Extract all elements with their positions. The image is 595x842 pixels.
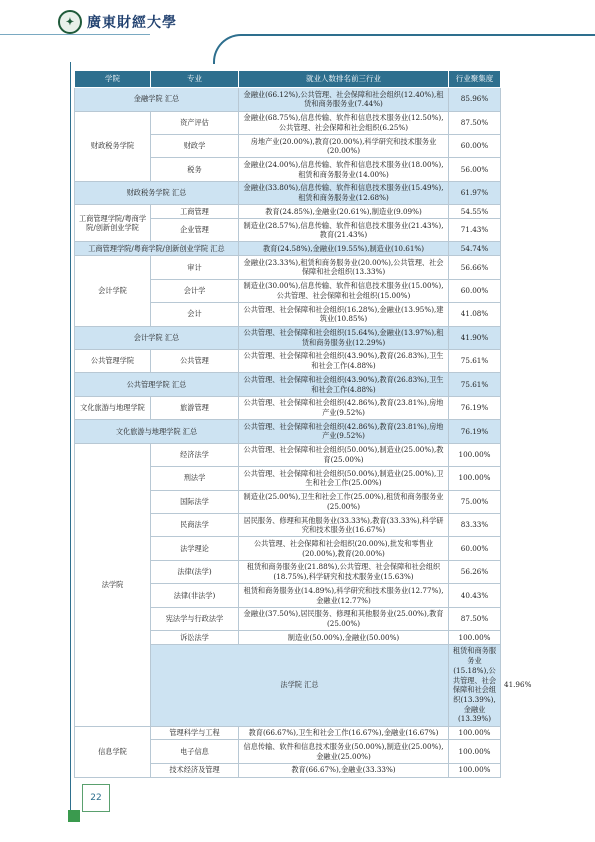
table-total-row	[75, 373, 501, 396]
table-row	[75, 205, 501, 219]
industries-cell: 租赁和商务服务业(15.18%),公共管理、社会保障和社会组织(13.39%),金融业(13.39%)	[449, 644, 501, 726]
major-cell: 法律(法学)	[151, 560, 239, 583]
concentration-cell: 100.00%	[449, 467, 501, 490]
industries-cell: 教育(66.67%),金融业(33.33%)	[239, 763, 449, 777]
concentration-cell: 75.61%	[449, 373, 501, 396]
major-cell: 旅游管理	[151, 396, 239, 419]
college-cell: 信息学院	[75, 726, 151, 777]
industries-cell: 公共管理、社会保障和社会组织(43.90%),教育(26.83%),卫生和社会工作(4.88%)	[239, 349, 449, 372]
major-cell: 资产评估	[151, 111, 239, 134]
table-total-row	[75, 242, 501, 256]
industries-cell: 教育(24.58%),金融业(19.55%),制造业(10.61%)	[239, 242, 449, 256]
industries-cell: 公共管理、社会保障和社会组织(50.00%),制造业(25.00%),卫生和社会工作(25.00%)	[239, 467, 449, 490]
major-cell: 诉讼法学	[151, 631, 239, 645]
concentration-cell: 60.00%	[449, 135, 501, 158]
college-total-cell: 文化旅游与地理学院 汇总	[75, 420, 239, 443]
industries-cell: 金融业(23.33%),租赁和商务服务业(20.00%),公共管理、社会保障和社会组织(13.33%)	[239, 256, 449, 279]
major-cell: 法学理论	[151, 537, 239, 560]
table-row	[75, 349, 501, 372]
concentration-cell: 75.00%	[449, 490, 501, 513]
college-cell: 公共管理学院	[75, 349, 151, 372]
page-number: 22	[82, 784, 110, 812]
industries-cell: 金融业(24.00%),信息传输、软件和信息技术服务业(18.00%),租赁和商务服务业(14.00%)	[239, 158, 449, 181]
major-cell: 审计	[151, 256, 239, 279]
industries-cell: 公共管理、社会保障和社会组织(20.00%),批发和零售业(20.00%),教育(20.00%)	[239, 537, 449, 560]
industries-cell: 公共管理、社会保障和社会组织(15.64%),金融业(13.97%),租赁和商务服务业(12.29%)	[239, 326, 449, 349]
concentration-cell: 87.50%	[449, 111, 501, 134]
concentration-cell: 61.97%	[449, 181, 501, 204]
concentration-cell: 54.55%	[449, 205, 501, 219]
university-seal-icon: ✦	[58, 10, 82, 34]
concentration-cell: 100.00%	[449, 726, 501, 740]
industries-cell: 教育(24.85%),金融业(20.61%),制造业(9.09%)	[239, 205, 449, 219]
concentration-cell: 60.00%	[449, 537, 501, 560]
college-cell: 会计学院	[75, 256, 151, 326]
industries-cell: 制造业(50.00%),金融业(50.00%)	[239, 631, 449, 645]
major-cell: 刑法学	[151, 467, 239, 490]
col-header-major: 专业	[151, 71, 239, 88]
corner-decoration	[68, 810, 80, 822]
concentration-cell: 41.90%	[449, 326, 501, 349]
university-logo	[58, 10, 177, 34]
industries-cell: 金融业(33.80%),信息传输、软件和信息技术服务业(15.49%),租赁和商务服务业(12.68%)	[239, 181, 449, 204]
university-name: 廣東財經大學	[87, 15, 177, 31]
college-cell: 法学院	[75, 443, 151, 726]
industries-cell: 信息传输、软件和信息技术服务业(50.00%),制造业(25.00%),金融业(25.00%)	[239, 740, 449, 763]
employment-industry-table	[74, 70, 532, 778]
concentration-cell: 100.00%	[449, 740, 501, 763]
major-cell: 电子信息	[151, 740, 239, 763]
left-margin-rule	[70, 62, 71, 812]
concentration-cell: 75.61%	[449, 349, 501, 372]
concentration-cell: 71.43%	[449, 219, 501, 242]
header-curve-line	[213, 34, 595, 64]
industries-cell: 公共管理、社会保障和社会组织(16.28%),金融业(13.95%),建筑业(10.85%)	[239, 303, 449, 326]
col-header-industries: 就业人数排名前三行业	[239, 71, 449, 88]
college-total-cell: 工商管理学院/粤商学院/创新创业学院 汇总	[75, 242, 239, 256]
table-total-row: 法学院 汇总 租赁和商务服务业(15.18%),公共管理、社会保障和社会组织(13.39%),金融业(13.39%) 41.96%	[75, 644, 501, 726]
table-row	[75, 396, 501, 419]
table-row	[75, 256, 501, 279]
industries-cell: 房地产业(20.00%),教育(20.00%),科学研究和技术服务业(20.00%)	[239, 135, 449, 158]
industries-cell: 租赁和商务服务业(14.89%),科学研究和技术服务业(12.77%),金融业(12.77%)	[239, 584, 449, 607]
college-total-cell: 财政税务学院 汇总	[75, 181, 239, 204]
concentration-cell: 40.43%	[449, 584, 501, 607]
major-cell: 企业管理	[151, 219, 239, 242]
major-cell: 工商管理	[151, 205, 239, 219]
concentration-cell: 76.19%	[449, 420, 501, 443]
table-total-row	[75, 181, 501, 204]
concentration-cell: 56.00%	[449, 158, 501, 181]
college-total-cell: 金融学院 汇总	[75, 88, 239, 111]
table-header-row	[75, 71, 501, 88]
table-row	[75, 726, 501, 740]
industries-cell: 制造业(28.57%),信息传输、软件和信息技术服务业(21.43%),教育(21.43%)	[239, 219, 449, 242]
concentration-cell: 100.00%	[449, 443, 501, 466]
industries-cell: 公共管理、社会保障和社会组织(50.00%),制造业(25.00%),教育(25.00%)	[239, 443, 449, 466]
major-cell: 会计	[151, 303, 239, 326]
table-total-row	[75, 420, 501, 443]
major-cell: 技术经济及管理	[151, 763, 239, 777]
industries-cell: 金融业(68.75%),信息传输、软件和信息技术服务业(12.50%),公共管理、社会保障和社会组织(6.25%)	[239, 111, 449, 134]
college-cell: 文化旅游与地理学院	[75, 396, 151, 419]
major-cell: 经济法学	[151, 443, 239, 466]
major-cell: 税务	[151, 158, 239, 181]
industries-cell: 金融业(66.12%),公共管理、社会保障和社会组织(12.40%),租赁和商务服务业(7.44%)	[239, 88, 449, 111]
industries-cell: 教育(66.67%),卫生和社会工作(16.67%),金融业(16.67%)	[239, 726, 449, 740]
concentration-cell: 76.19%	[449, 396, 501, 419]
concentration-cell: 85.96%	[449, 88, 501, 111]
industries-cell: 居民服务、修理和其他服务业(33.33%),教育(33.33%),科学研究和技术服务业(16.67%)	[239, 514, 449, 537]
college-total-cell: 会计学院 汇总	[75, 326, 239, 349]
concentration-cell: 87.50%	[449, 607, 501, 630]
college-total-cell: 法学院 汇总	[151, 644, 449, 726]
concentration-cell: 100.00%	[449, 763, 501, 777]
industries-cell: 金融业(37.50%),居民服务、修理和其他服务业(25.00%),教育(25.00%)	[239, 607, 449, 630]
industries-cell: 公共管理、社会保障和社会组织(42.86%),教育(23.81%),房地产业(9.52%)	[239, 396, 449, 419]
industries-cell: 公共管理、社会保障和社会组织(42.86%),教育(23.81%),房地产业(9.52%)	[239, 420, 449, 443]
table-body	[75, 88, 532, 777]
major-cell: 财政学	[151, 135, 239, 158]
industries-cell: 公共管理、社会保障和社会组织(43.90%),教育(26.83%),卫生和社会工作(4.88%)	[239, 373, 449, 396]
major-cell: 管理科学与工程	[151, 726, 239, 740]
table-total-row	[75, 326, 501, 349]
concentration-cell: 60.00%	[449, 279, 501, 302]
major-cell: 会计学	[151, 279, 239, 302]
major-cell: 民商法学	[151, 514, 239, 537]
industries-cell: 制造业(30.00%),信息传输、软件和信息技术服务业(15.00%),公共管理、社会保障和社会组织(15.00%)	[239, 279, 449, 302]
table-row	[75, 443, 501, 466]
major-cell: 宪法学与行政法学	[151, 607, 239, 630]
concentration-cell: 56.26%	[449, 560, 501, 583]
industries-cell: 制造业(25.00%),卫生和社会工作(25.00%),租赁和商务服务业(25.00%)	[239, 490, 449, 513]
concentration-cell: 83.33%	[449, 514, 501, 537]
col-header-college: 学院	[75, 71, 151, 88]
major-cell: 公共管理	[151, 349, 239, 372]
industries-cell: 租赁和商务服务业(21.88%),公共管理、社会保障和社会组织(18.75%),科学研究和技术服务业(15.63%)	[239, 560, 449, 583]
major-cell: 国际法学	[151, 490, 239, 513]
col-header-concentration: 行业聚集度	[449, 71, 501, 88]
table-row	[75, 111, 501, 134]
table-total-row	[75, 88, 501, 111]
concentration-cell: 41.08%	[449, 303, 501, 326]
concentration-cell: 100.00%	[449, 631, 501, 645]
college-cell: 财政税务学院	[75, 111, 151, 181]
concentration-cell: 54.74%	[449, 242, 501, 256]
concentration-cell: 56.66%	[449, 256, 501, 279]
major-cell: 法律(非法学)	[151, 584, 239, 607]
college-total-cell: 公共管理学院 汇总	[75, 373, 239, 396]
college-cell: 工商管理学院/粤商学院/创新创业学院	[75, 205, 151, 242]
